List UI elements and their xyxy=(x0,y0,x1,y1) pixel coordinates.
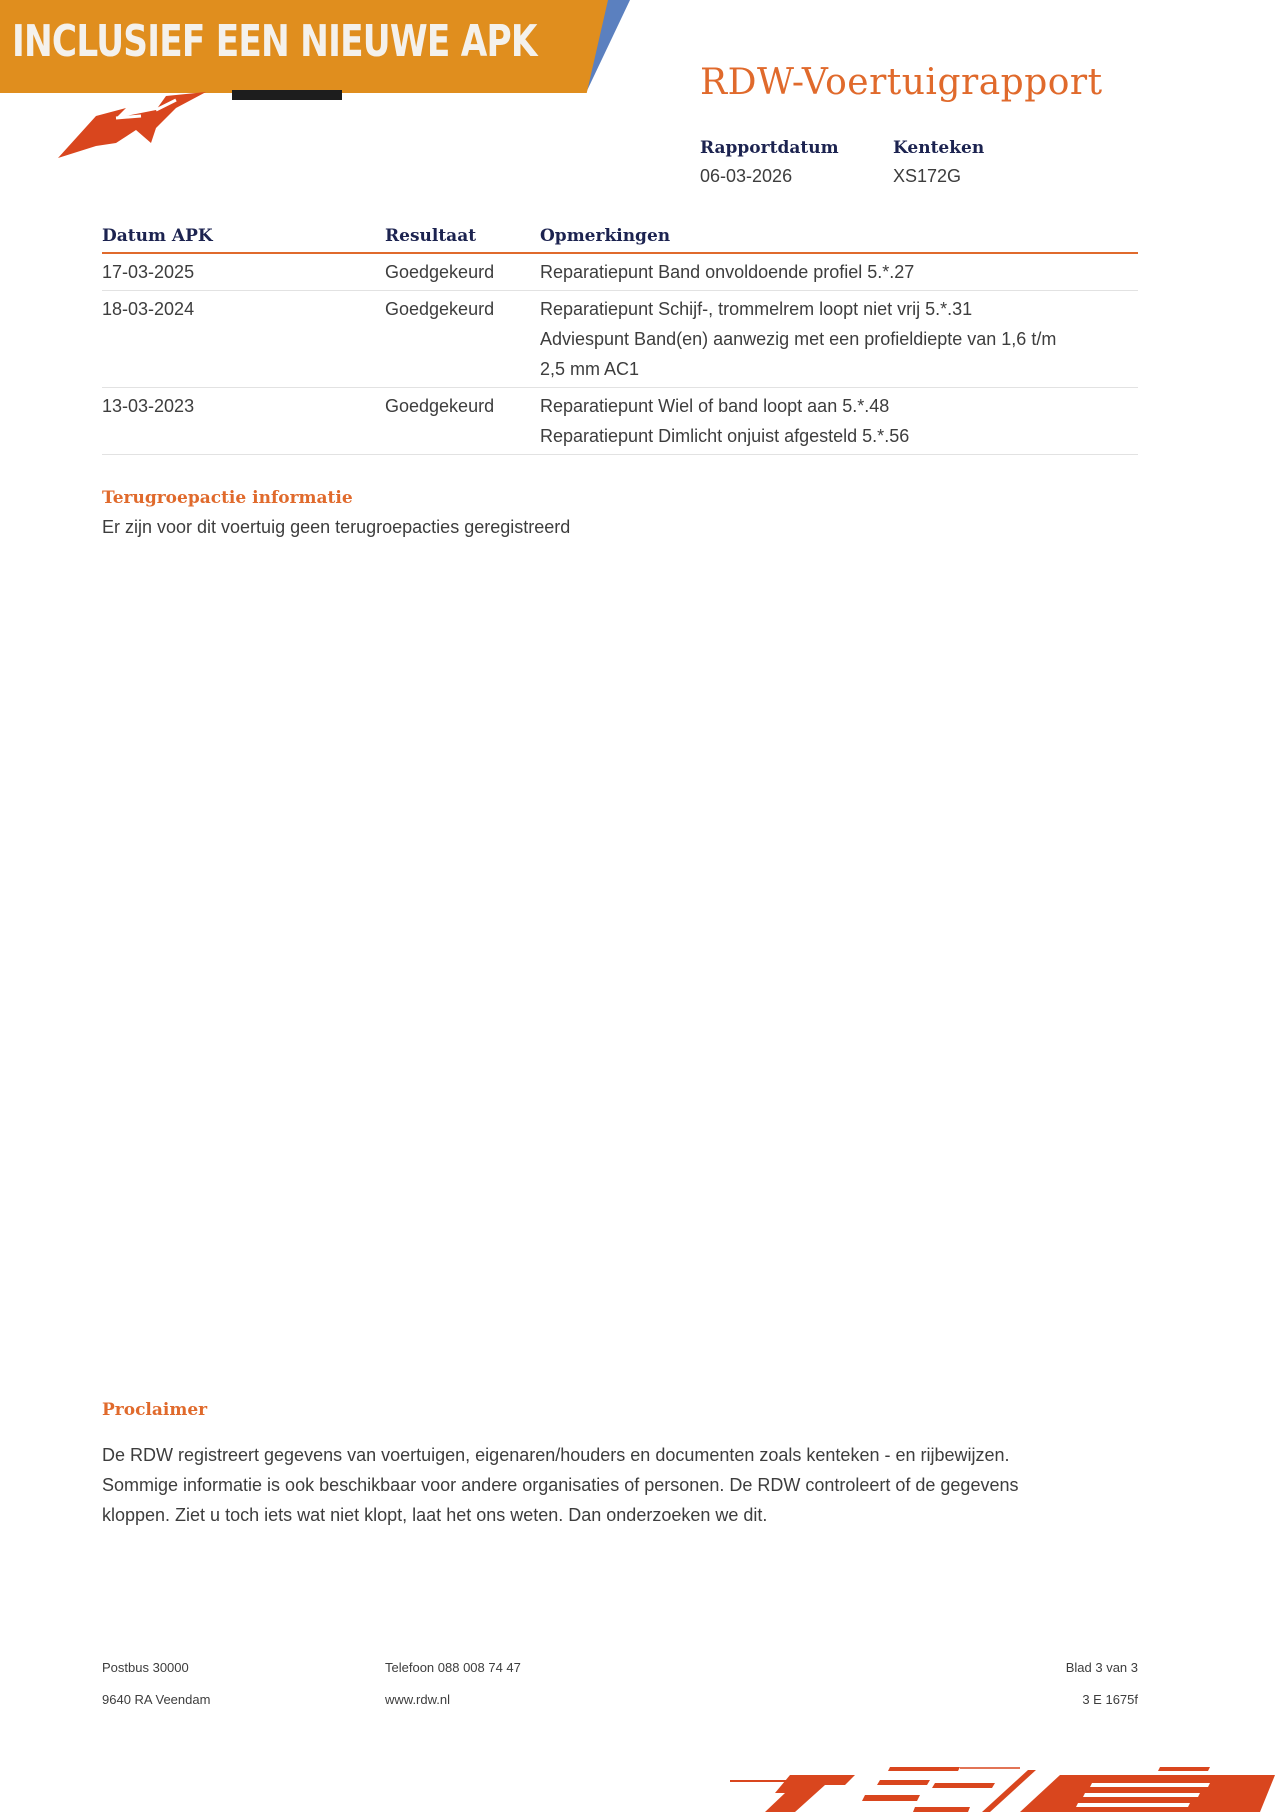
footer-code: 3 E 1675f xyxy=(1082,1692,1138,1707)
proclaimer-text xyxy=(102,1440,1018,1530)
remark-line: Reparatiepunt Schijf-, trommelrem loopt niet vrij 5.*.31 xyxy=(540,299,973,319)
report-title: RDW-Voertuigrapport xyxy=(700,62,1103,103)
promo-banner xyxy=(0,0,620,93)
footer-page-number: Blad 3 van 3 xyxy=(1065,1660,1138,1675)
apk-remarks xyxy=(540,391,1138,451)
footer-website[interactable]: www.rdw.nl xyxy=(385,1692,451,1707)
remark-line: Reparatiepunt Dimlicht onjuist afgesteld 5.*.56 xyxy=(540,426,910,446)
table-row xyxy=(102,388,1138,455)
rapportdatum-value: 06-03-2026 xyxy=(700,166,793,186)
kenteken-label: Kenteken xyxy=(893,138,985,158)
rdw-logo-icon xyxy=(56,88,216,163)
footer-phone: Telefoon 088 008 74 47 xyxy=(385,1660,521,1675)
footer-address-line2: 9640 RA Veendam xyxy=(102,1692,211,1707)
apk-date: 13-03-2023 xyxy=(102,396,195,416)
apk-date: 18-03-2024 xyxy=(102,299,195,319)
column-header-datum: Datum APK xyxy=(102,226,213,246)
remark-line: Reparatiepunt Wiel of band loopt aan 5.*.48 xyxy=(540,396,890,416)
recall-text: Er zijn voor dit voertuig geen terugroepacties geregistreerd xyxy=(102,517,571,537)
apk-result: Goedgekeurd xyxy=(385,299,495,319)
apk-history-table xyxy=(102,224,1138,455)
rdw-stripes-graphic xyxy=(730,1755,1280,1812)
rdw-logo-wordmark xyxy=(232,90,342,100)
apk-result: Goedgekeurd xyxy=(385,396,495,416)
kenteken-value: XS172G xyxy=(893,166,962,186)
banner-text: INCLUSIEF EEN NIEUWE APK xyxy=(12,16,537,67)
proclaimer-line: De RDW registreert gegevens van voertuigen, eigenaren/houders en documenten zoals kenteken - en rijbewijzen. xyxy=(102,1445,1010,1465)
column-header-resultaat: Resultaat xyxy=(385,226,477,246)
rapportdatum-label: Rapportdatum xyxy=(700,138,839,158)
apk-date: 17-03-2025 xyxy=(102,262,195,282)
remark-line: Adviespunt Band(en) aanwezig met een profieldiepte van 1,6 t/m xyxy=(540,329,1057,349)
proclaimer-title: Proclaimer xyxy=(102,1400,208,1420)
column-header-opmerkingen: Opmerkingen xyxy=(540,226,671,246)
recall-section-title: Terugroepactie informatie xyxy=(102,488,353,508)
proclaimer-line: Sommige informatie is ook beschikbaar voor andere organisaties of personen. De RDW controleert of de gegevens xyxy=(102,1475,1019,1495)
proclaimer-line: kloppen. Ziet u toch iets wat niet klopt, laat het ons weten. Dan onderzoeken we dit. xyxy=(102,1505,768,1525)
apk-result: Goedgekeurd xyxy=(385,262,495,282)
table-header xyxy=(102,224,1138,254)
footer-address-line1: Postbus 30000 xyxy=(102,1660,189,1675)
table-row xyxy=(102,291,1138,388)
apk-remarks xyxy=(540,257,1138,287)
remark-line: Reparatiepunt Band onvoldoende profiel 5.*.27 xyxy=(540,262,915,282)
remark-line: 2,5 mm AC1 xyxy=(540,359,640,379)
apk-remarks xyxy=(540,294,1138,384)
table-row xyxy=(102,254,1138,291)
